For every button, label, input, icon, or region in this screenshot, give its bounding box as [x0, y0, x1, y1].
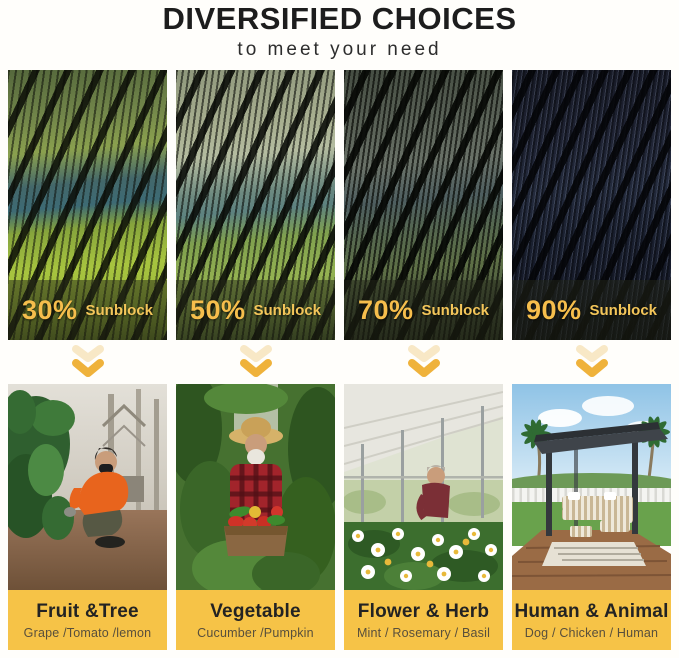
- use-case-title: Human & Animal: [514, 600, 669, 622]
- sunblock-text: Sunblock: [253, 301, 322, 319]
- use-case-label-vegetable: [176, 590, 335, 650]
- sunblock-label-50: [176, 280, 335, 340]
- use-case-examples: Cucumber /Pumpkin: [197, 625, 314, 640]
- use-case-title: Vegetable: [210, 600, 301, 622]
- percent-text: 30%: [21, 294, 78, 325]
- options-grid: [8, 70, 671, 650]
- sunblock-text: Sunblock: [85, 301, 154, 319]
- sunblock-label-90: [512, 280, 671, 340]
- page-title: DIVERSIFIED CHOICES: [162, 1, 517, 36]
- down-arrow-cell-90: [512, 340, 671, 384]
- shade-net-photo-30: [8, 70, 167, 340]
- percent-text: 90%: [525, 294, 582, 325]
- sunblock-text: Sunblock: [589, 301, 658, 319]
- use-case-label-flower-herb: [344, 590, 503, 650]
- shade-net-photo-90: [512, 70, 671, 340]
- pergola-patio-photo: [512, 384, 671, 590]
- double-chevron-down-icon: [235, 344, 277, 380]
- double-chevron-down-icon: [403, 344, 445, 380]
- use-case-examples: Dog / Chicken / Human: [524, 625, 659, 640]
- use-case-label-human-animal: [512, 590, 671, 650]
- percent-text: 70%: [357, 294, 414, 325]
- page-subtitle: to meet your need: [237, 39, 442, 60]
- use-case-examples: Mint / Rosemary / Basil: [356, 625, 491, 640]
- double-chevron-down-icon: [67, 344, 109, 380]
- fruit-tree-greenhouse-photo: [8, 384, 167, 590]
- use-case-label-fruit-tree: [8, 590, 167, 650]
- sunblock-label-30: [8, 280, 167, 340]
- header: [0, 0, 679, 62]
- use-case-title: Flower & Herb: [357, 600, 490, 622]
- shade-net-photo-70: [344, 70, 503, 340]
- percent-text: 50%: [189, 294, 246, 325]
- use-case-examples: Grape /Tomato /lemon: [23, 625, 152, 640]
- down-arrow-cell-70: [344, 340, 503, 384]
- flower-herb-greenhouse-photo: [344, 384, 503, 590]
- down-arrow-cell-30: [8, 340, 167, 384]
- vegetable-farmer-photo: [176, 384, 335, 590]
- sunblock-text: Sunblock: [421, 301, 490, 319]
- use-case-title: Fruit &Tree: [36, 600, 139, 622]
- down-arrow-cell-50: [176, 340, 335, 384]
- double-chevron-down-icon: [571, 344, 613, 380]
- sunblock-label-70: [344, 280, 503, 340]
- shade-net-photo-50: [176, 70, 335, 340]
